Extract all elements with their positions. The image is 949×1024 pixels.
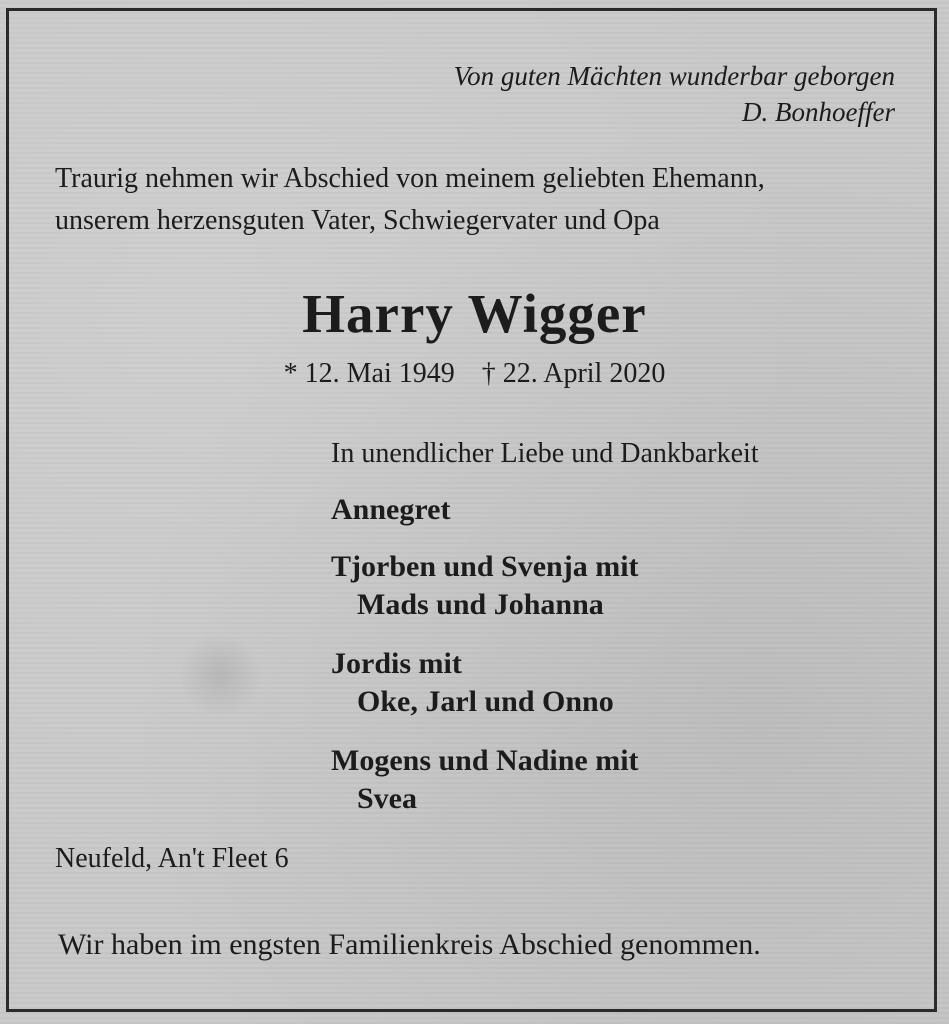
family-member xyxy=(331,548,639,624)
death-date: † 22. April 2020 xyxy=(481,358,666,389)
deceased-name: Harry Wigger xyxy=(302,283,647,344)
family-member xyxy=(331,645,614,721)
family-main: Jordis mit xyxy=(331,647,462,680)
intro-line-1: Traurig nehmen wir Abschied von meinem geliebten Ehemann, xyxy=(55,163,765,194)
family-member xyxy=(331,742,639,818)
closing-note: Wir haben im engsten Familienkreis Abschied genommen. xyxy=(58,928,761,961)
quote-text: Von guten Mächten wunderbar geborgen xyxy=(453,61,895,91)
bible-quote xyxy=(454,58,895,130)
address: Neufeld, An't Fleet 6 xyxy=(55,843,289,874)
family-sub: Mads und Johanna xyxy=(357,588,604,621)
family-main: Mogens und Nadine mit xyxy=(331,744,639,777)
intro-line-2: unserem herzensguten Vater, Schwiegervater und Opa xyxy=(55,205,660,236)
life-dates xyxy=(0,358,949,390)
family-main: Tjorben und Svenja mit xyxy=(331,550,639,583)
intro-text xyxy=(55,158,765,242)
family-main: Annegret xyxy=(331,493,451,526)
birth-date: * 12. Mai 1949 xyxy=(283,358,455,389)
family-sub: Oke, Jarl und Onno xyxy=(357,685,614,718)
family-member xyxy=(331,491,450,529)
quote-author: D. Bonhoeffer xyxy=(742,97,895,127)
mourners-heading: In unendlicher Liebe und Dankbarkeit xyxy=(331,438,759,469)
family-sub: Svea xyxy=(357,782,417,815)
